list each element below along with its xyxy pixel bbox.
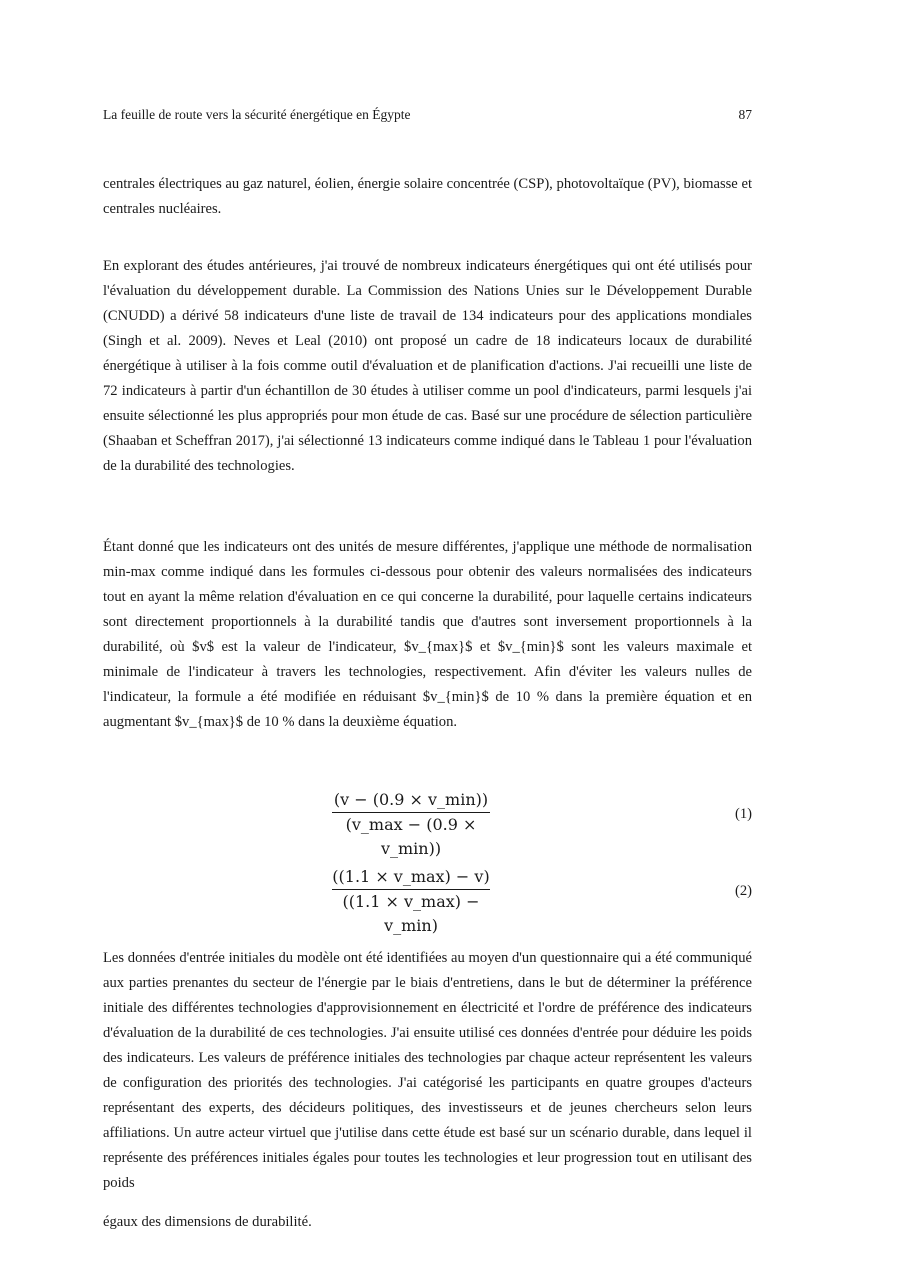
document-page — [103, 0, 752, 1272]
paragraph-normalisation: Étant donné que les indicateurs ont des unités de mesure différentes, j'applique une méthode de normalisation min-max comme indiqué dans les formules ci-dessous pour obtenir des valeurs normalisées des indicateurs tout en ayant la même relation d'évaluation en ce qui concerne la durabilité, pour laquelle certains indicateurs sont directement proportionnels à la durabilité tandis que d'autres sont inversement proportionnels à la durabilité, où $v$ est la valeur de l'indicateur, $v_{max}$ et $v_{min}$ sont les valeurs maximale et minimale de l'indicateur à travers les technologies, respectivement. Afin d'éviter les valeurs nulles de l'indicateur, la formule a été modifiée en réduisant $v_{min}$ de 10 % dans la première équation et en augmentant $v_{max}$ de 10 % dans la deuxième équation. — [103, 539, 752, 730]
equation-2-fraction — [330, 865, 492, 935]
equation-1-denominator — [330, 813, 492, 858]
paragraph-input-data: Les données d'entrée initiales du modèle ont été identifiées au moyen d'un questionnaire qui a été communiqué aux parties prenantes du secteur de l'énergie par le biais d'entretiens, dans le but de déterminer la préférence initiale des différentes technologies d'approvisionnement en électricité et l'ordre de préférence des indicateurs d'évaluation de la durabilité de ces technologies. J'ai ensuite utilisé ces données d'entrée pour déduire les poids des indicateurs. Les valeurs de préférence initiales des technologies par chaque acteur représentent les valeurs de configuration des priorités des technologies. J'ai catégorisé les participants en quatre groupes d'acteurs représentant des experts, des décideurs politiques, des investisseurs et de jeunes chercheurs selon leurs affiliations. Un autre acteur virtuel que j'utilise dans cette étude est basé sur un scénario durable, dans lequel il représente des préférences initiales égales pour toutes les technologies et leur progression tout en utilisant des poids — [103, 950, 752, 1191]
equation-1-numerator-text: (v − (0.9 × v_min)) — [333, 790, 489, 809]
running-title: La feuille de route vers la sécurité énergétique en Égypte — [103, 107, 411, 122]
equation-2-numerator — [330, 865, 492, 889]
equation-2 — [103, 865, 752, 935]
page-number: 87 — [738, 107, 752, 122]
equation-2-number: (2) — [734, 883, 752, 899]
equation-2-denominator — [330, 890, 492, 935]
paragraph-indicators: En explorant des études antérieures, j'ai trouvé de nombreux indicateurs énergétiques qui ont été utilisés pour l'évaluation du développement durable. La Commission des Nations Unies sur le Développement Durable (CNUDD) a dérivé 58 indicateurs d'une liste de travail de 134 indicateurs pour des applications mondiales (Singh et al. 2009). Neves et Leal (2010) ont proposé un cadre de 18 indicateurs locaux de durabilité énergétique à utiliser à la fois comme outil d'évaluation et de planification d'actions. J'ai recueilli une liste de 72 indicateurs à partir d'un échantillon de 30 études à utiliser comme un pool d'indicateurs, parmi lesquels j'ai ensuite sélectionné les plus appropriés pour mon étude de cas. Basé sur une procédure de sélection particulière (Shaaban et Scheffran 2017), j'ai sélectionné 13 indicateurs comme indiqué dans le Tableau 1 pour l'évaluation de la durabilité des technologies. — [103, 258, 752, 474]
equation-2-denominator-text: ((1.1 × v_max) − v_min) — [342, 892, 480, 935]
equation-2-numerator-text: ((1.1 × v_max) − v) — [332, 867, 490, 886]
equation-1-fraction — [330, 788, 492, 858]
equation-1-denominator-text: (v_max − (0.9 × v_min)) — [345, 815, 477, 858]
equation-1-numerator — [330, 788, 492, 812]
equation-1 — [103, 788, 752, 858]
paragraph-continuation: égaux des dimensions de durabilité. — [103, 1214, 312, 1230]
paragraph-technologies-list: centrales électriques au gaz naturel, éolien, énergie solaire concentrée (CSP), photovoltaïque (PV), biomasse et centrales nucléaires. — [103, 176, 752, 217]
equation-1-number: (1) — [734, 806, 752, 822]
